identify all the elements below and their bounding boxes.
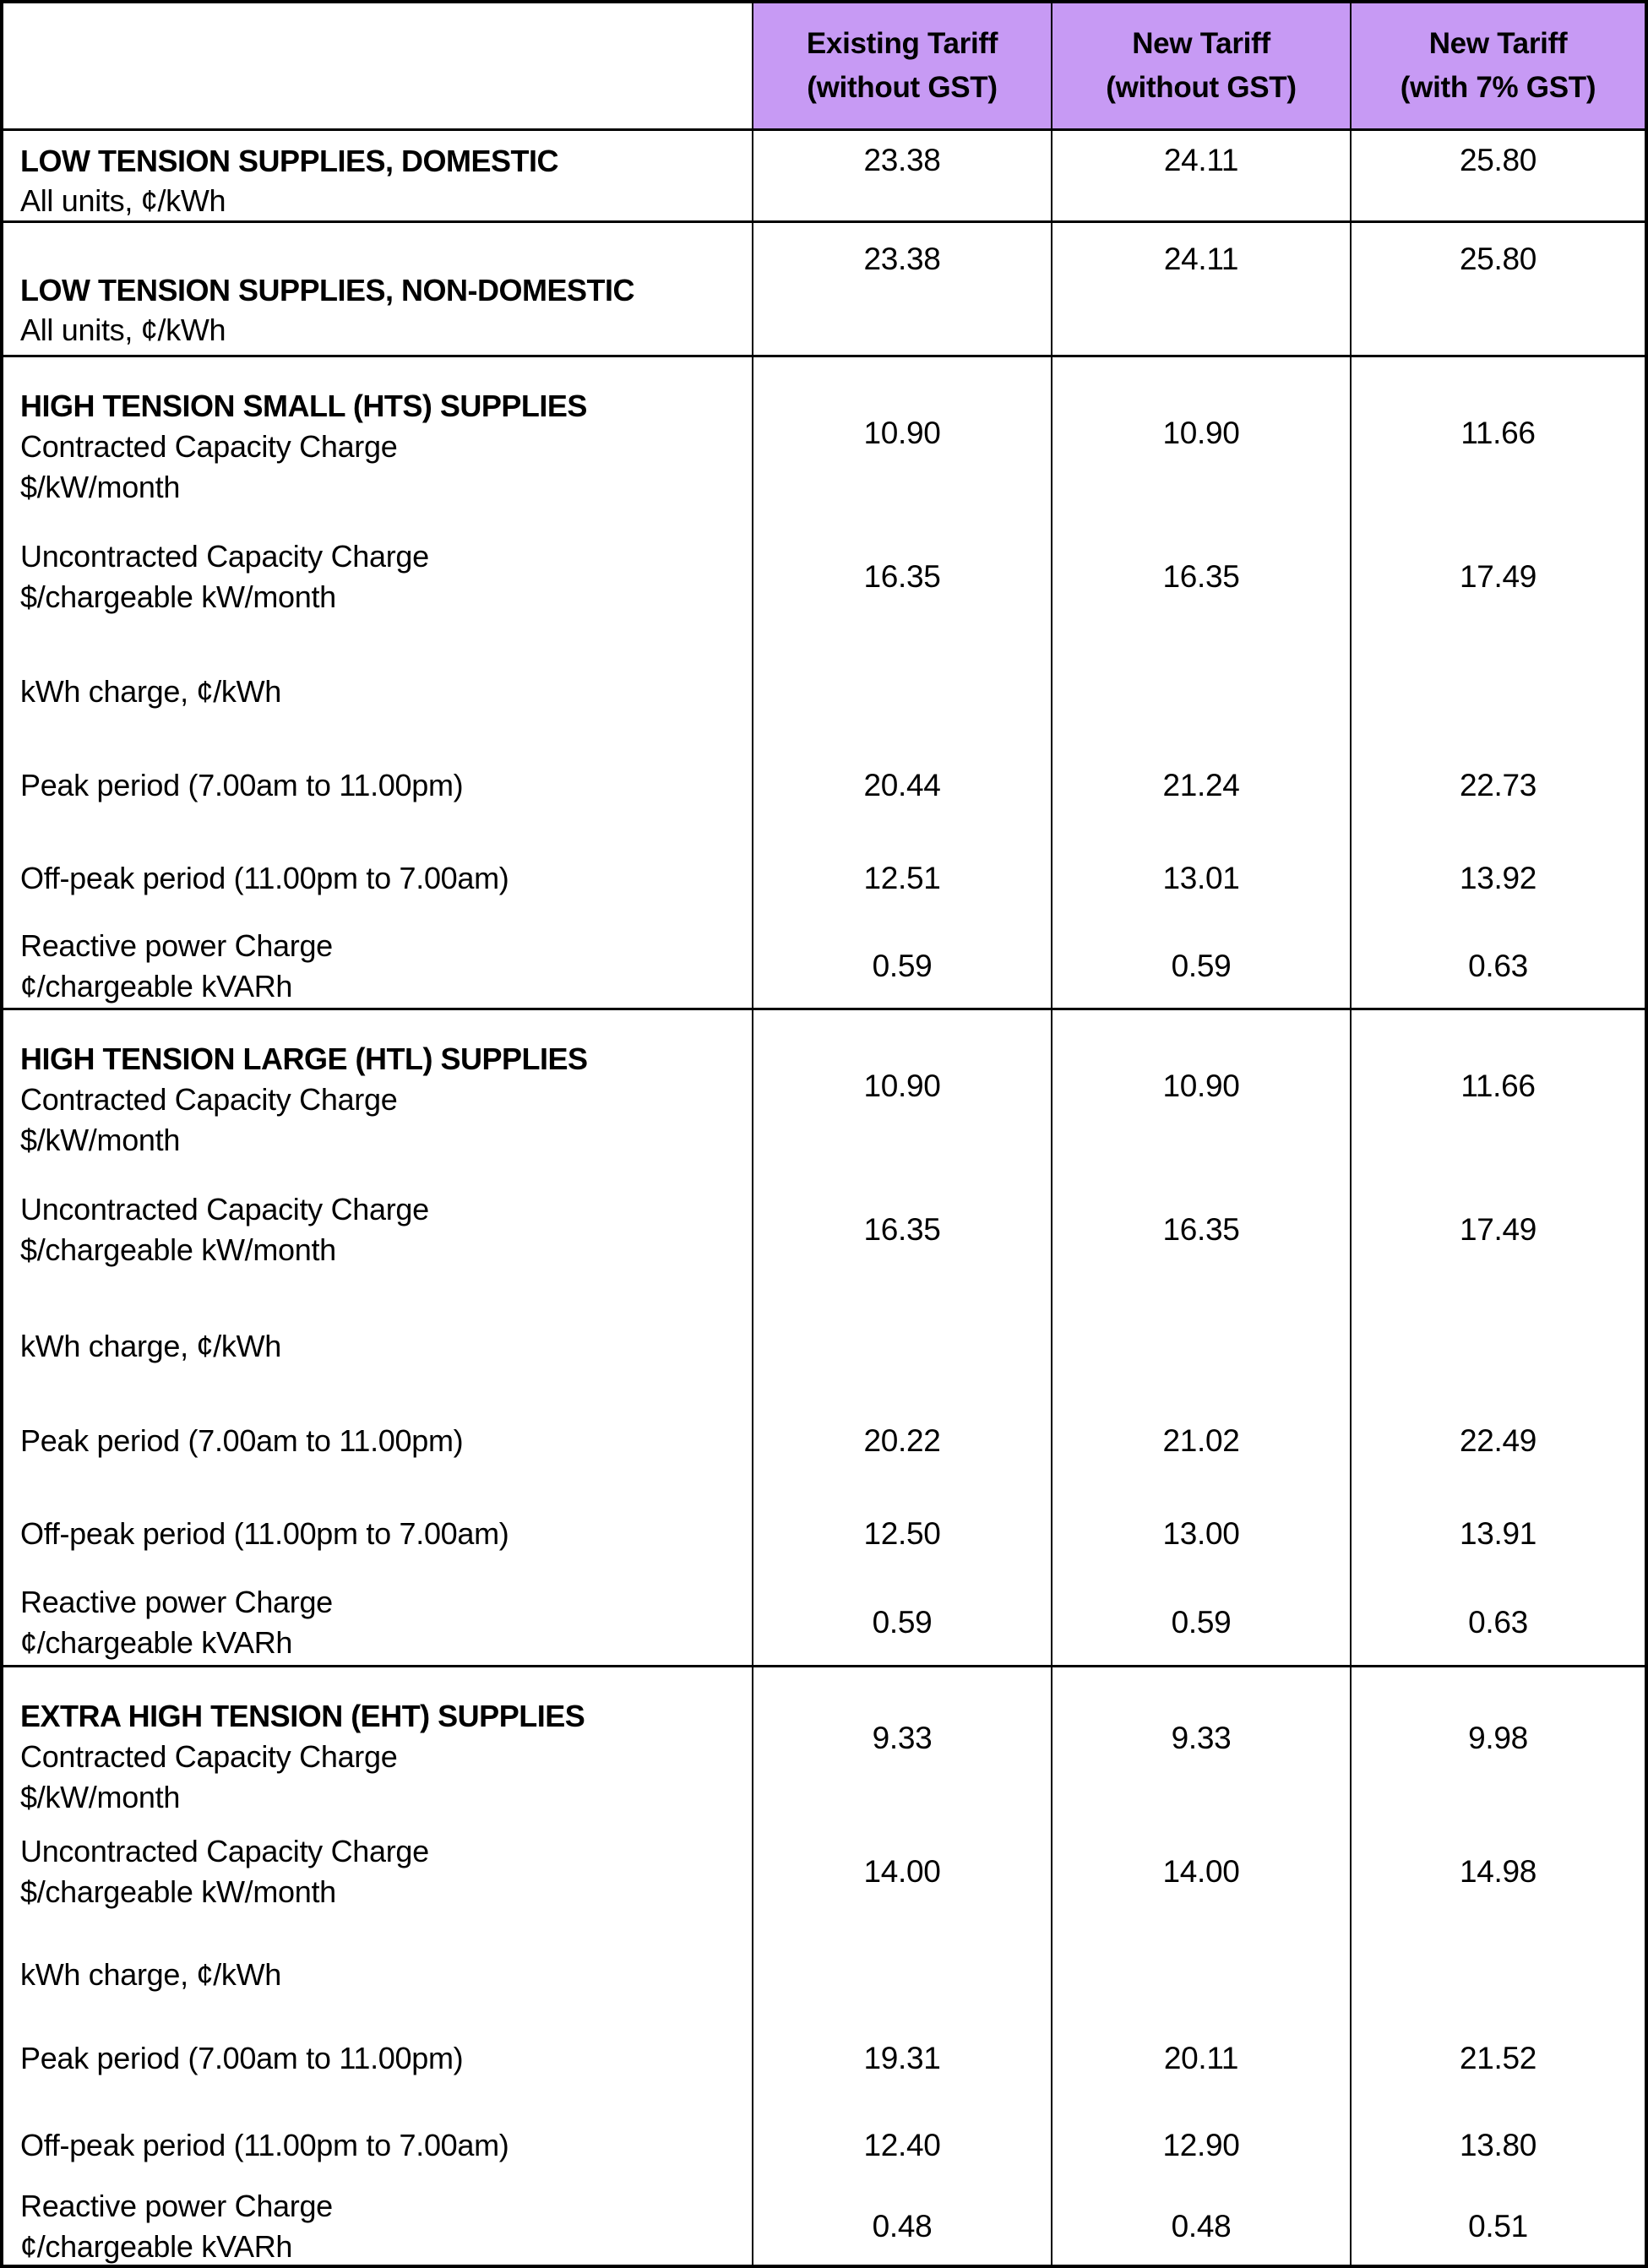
tariff-value: 9.98: [1468, 1721, 1528, 1755]
tariff-value: 9.33: [1171, 1721, 1232, 1755]
tariff-value: 22.73: [1459, 768, 1537, 802]
tariff-value: 13.00: [1162, 1516, 1240, 1551]
value-slot: [1052, 1809, 1350, 1934]
tariff-value-cell: [1352, 131, 1645, 220]
section-title: HIGH TENSION SMALL (HTS) SUPPLIES: [20, 389, 587, 423]
value-slot: [753, 1162, 1051, 1297]
value-slot: [1352, 1010, 1645, 1162]
value-slot: [1052, 1488, 1350, 1580]
value-slot: [1352, 1809, 1645, 1934]
header-blank-cell: [3, 3, 753, 128]
tariff-value: 13.01: [1162, 861, 1240, 895]
value-slot: [1352, 2015, 1645, 2102]
value-slot: [1352, 1395, 1645, 1488]
section-value-column: [1052, 1010, 1352, 1665]
label-line: $/chargeable kW/month: [20, 579, 336, 614]
label-line: Contracted Capacity Charge: [20, 429, 398, 464]
tariff-value: 11.66: [1460, 416, 1536, 450]
label-slot: [20, 1297, 740, 1395]
label-line: kWh charge, ¢/kWh: [20, 674, 282, 709]
section-value-column: [1352, 357, 1645, 1008]
tariff-value: 19.31: [863, 2041, 941, 2075]
label-line: Off-peak period (11.00pm to 7.00am): [20, 1516, 509, 1551]
label-slot: [20, 1934, 740, 2015]
section-eht: [3, 1665, 1645, 2265]
label-line: Contracted Capacity Charge: [20, 1739, 398, 1774]
tariff-value: 10.90: [863, 1069, 941, 1103]
value-slot: [1352, 1580, 1645, 1665]
section-htl: [3, 1008, 1645, 1665]
tariff-value-cell: [1052, 131, 1352, 220]
value-slot: [1352, 2102, 1645, 2189]
header-line: New Tariff: [1132, 27, 1270, 60]
tariff-value: 11.66: [1460, 1069, 1536, 1103]
value-slot: [1352, 645, 1645, 739]
value-slot: [1052, 1010, 1350, 1162]
label-line: Off-peak period (11.00pm to 7.00am): [20, 861, 509, 895]
tariff-value: 14.00: [863, 1854, 941, 1889]
label-line: ¢/chargeable kVARh: [20, 969, 293, 1003]
tariff-value: 13.92: [1459, 861, 1537, 895]
row-title: LOW TENSION SUPPLIES, NON-DOMESTIC: [20, 273, 635, 307]
label-line: ¢/chargeable kVARh: [20, 2229, 293, 2264]
tariff-value: 10.90: [1162, 416, 1240, 450]
header-line: (without GST): [807, 71, 998, 104]
tariff-value: 0.48: [872, 2209, 933, 2244]
value-slot: [753, 2102, 1051, 2189]
label-slot: [20, 1580, 740, 1665]
label-line: $/kW/month: [20, 470, 181, 504]
label-slot: [20, 1809, 740, 1934]
tariff-value: 12.51: [863, 861, 941, 895]
tariff-value: 0.51: [1468, 2209, 1528, 2244]
label-line: Reactive power Charge: [20, 928, 333, 963]
tariff-value: 10.90: [1162, 1069, 1240, 1103]
tariff-value: 13.91: [1459, 1516, 1537, 1551]
label-line: $/kW/month: [20, 1123, 181, 1157]
value-slot: [753, 925, 1051, 1008]
tariff-value: 20.22: [863, 1423, 941, 1458]
tariff-value: 14.00: [1162, 1854, 1240, 1889]
row-subtitle: All units, ¢/kWh: [20, 313, 226, 347]
header-line: (without GST): [1106, 71, 1297, 104]
section-title: HIGH TENSION LARGE (HTL) SUPPLIES: [20, 1042, 588, 1076]
section-title: EXTRA HIGH TENSION (EHT) SUPPLIES: [20, 1699, 585, 1733]
tariff-value: 16.35: [1162, 559, 1240, 594]
label-slot: [20, 1162, 740, 1297]
tariff-value: 0.59: [1171, 1605, 1232, 1640]
tariff-value: 12.50: [863, 1516, 941, 1551]
row-title: LOW TENSION SUPPLIES, DOMESTIC: [20, 144, 559, 178]
tariff-value: 0.63: [1468, 1605, 1528, 1640]
label-slot: [20, 2015, 740, 2102]
tariff-value-cell: [1052, 223, 1352, 355]
label-slot: [20, 1667, 740, 1814]
label-line: $/chargeable kW/month: [20, 1874, 336, 1909]
value-slot: [753, 645, 1051, 739]
section-value-column: [1352, 1667, 1645, 2265]
value-slot: [753, 1580, 1051, 1665]
tariff-value: 16.35: [863, 1212, 941, 1247]
section-value-column: [753, 1667, 1052, 2265]
tariff-value: 23.38: [863, 242, 941, 276]
tariff-value: 21.02: [1162, 1423, 1240, 1458]
section-value-column: [1352, 1010, 1645, 1665]
value-slot: [1052, 509, 1350, 645]
row-label-cell: [3, 223, 753, 355]
value-slot: [753, 2015, 1051, 2102]
tariff-value: 25.80: [1459, 143, 1537, 177]
section-label-column: [3, 357, 753, 1008]
row-low-tension-non-domestic: [3, 220, 1645, 355]
header-cell-new-tariff-without-gst: [1052, 3, 1352, 128]
header-line: (with 7% GST): [1400, 71, 1596, 104]
header-line: Existing Tariff: [806, 27, 998, 60]
value-slot: [1052, 1667, 1350, 1809]
value-slot: [1352, 1162, 1645, 1297]
tariff-value: 9.33: [872, 1721, 933, 1755]
label-line: kWh charge, ¢/kWh: [20, 1957, 282, 1992]
label-slot: [20, 2189, 740, 2265]
label-slot: [20, 925, 740, 1008]
value-slot: [1052, 832, 1350, 925]
section-label-column: [3, 1010, 753, 1665]
label-line: Peak period (7.00am to 11.00pm): [20, 2041, 464, 2075]
label-line: Uncontracted Capacity Charge: [20, 1192, 429, 1226]
value-slot: [753, 1667, 1051, 1809]
value-slot: [1352, 1934, 1645, 2015]
label-slot: [20, 645, 740, 739]
value-slot: [1052, 1162, 1350, 1297]
tariff-value: 24.11: [1163, 242, 1239, 276]
tariff-value: 21.24: [1162, 768, 1240, 802]
label-line: Peak period (7.00am to 11.00pm): [20, 768, 464, 802]
tariff-value: 23.38: [863, 143, 941, 177]
tariff-value: 10.90: [863, 416, 941, 450]
tariff-value: 0.63: [1468, 949, 1528, 983]
tariff-value: 16.35: [1162, 1212, 1240, 1247]
value-slot: [1052, 1934, 1350, 2015]
label-line: Off-peak period (11.00pm to 7.00am): [20, 2127, 509, 2162]
section-hts: [3, 355, 1645, 1008]
row-low-tension-domestic: [3, 128, 1645, 220]
value-slot: [753, 1488, 1051, 1580]
label-slot: [20, 1395, 740, 1488]
tariff-value: 0.48: [1171, 2209, 1232, 2244]
label-slot: [20, 357, 740, 509]
row-subtitle: All units, ¢/kWh: [20, 183, 226, 218]
value-slot: [1352, 2189, 1645, 2265]
value-slot: [1052, 2102, 1350, 2189]
label-line: Uncontracted Capacity Charge: [20, 539, 429, 574]
label-slot: [20, 2102, 740, 2189]
tariff-value: 0.59: [872, 1605, 933, 1640]
tariff-value: 24.11: [1163, 143, 1239, 177]
tariff-value: 20.44: [863, 768, 941, 802]
tariff-value: 17.49: [1459, 1212, 1537, 1247]
label-line: Contracted Capacity Charge: [20, 1082, 398, 1117]
label-line: Uncontracted Capacity Charge: [20, 1834, 429, 1868]
label-slot: [20, 739, 740, 832]
value-slot: [1052, 2189, 1350, 2265]
label-line: ¢/chargeable kVARh: [20, 1625, 293, 1660]
label-line: Reactive power Charge: [20, 1585, 333, 1619]
header-cell-existing-tariff: [753, 3, 1052, 128]
value-slot: [753, 1297, 1051, 1395]
tariff-value: 25.80: [1459, 242, 1537, 276]
tariff-value-cell: [753, 223, 1052, 355]
value-slot: [1352, 357, 1645, 509]
label-line: kWh charge, ¢/kWh: [20, 1328, 282, 1363]
value-slot: [1352, 1488, 1645, 1580]
tariff-value-cell: [753, 131, 1052, 220]
row-label-cell: [3, 131, 753, 220]
tariff-value: 14.98: [1459, 1854, 1537, 1889]
tariff-value: 20.11: [1163, 2041, 1239, 2075]
value-slot: [753, 1010, 1051, 1162]
tariff-value: 16.35: [863, 559, 941, 594]
tariff-value: 12.40: [863, 2127, 941, 2162]
label-slot: [20, 1010, 740, 1162]
value-slot: [1052, 645, 1350, 739]
value-slot: [1352, 832, 1645, 925]
label-slot: [20, 832, 740, 925]
tariff-value: 12.90: [1162, 2127, 1240, 2162]
tariff-value: 0.59: [872, 949, 933, 983]
value-slot: [1052, 1395, 1350, 1488]
label-line: $/kW/month: [20, 1780, 181, 1814]
tariff-value: 0.59: [1171, 949, 1232, 983]
tariff-value-cell: [1352, 223, 1645, 355]
value-slot: [1052, 1580, 1350, 1665]
value-slot: [753, 357, 1051, 509]
tariff-value: 22.49: [1459, 1423, 1537, 1458]
tariff-value: 21.52: [1459, 2041, 1537, 2075]
value-slot: [1052, 925, 1350, 1008]
value-slot: [1352, 739, 1645, 832]
value-slot: [753, 832, 1051, 925]
value-slot: [753, 1934, 1051, 2015]
value-slot: [1052, 1297, 1350, 1395]
value-slot: [1052, 2015, 1350, 2102]
section-value-column: [753, 1010, 1052, 1665]
label-line: Reactive power Charge: [20, 2189, 333, 2223]
tariff-value: 17.49: [1459, 559, 1537, 594]
label-line: Peak period (7.00am to 11.00pm): [20, 1423, 464, 1458]
header-line: New Tariff: [1428, 27, 1568, 60]
value-slot: [753, 509, 1051, 645]
value-slot: [1352, 509, 1645, 645]
value-slot: [1352, 925, 1645, 1008]
value-slot: [753, 1809, 1051, 1934]
value-slot: [753, 2189, 1051, 2265]
tariff-value: 13.80: [1459, 2127, 1537, 2162]
section-label-column: [3, 1667, 753, 2265]
header-row: [3, 3, 1645, 128]
value-slot: [1052, 739, 1350, 832]
value-slot: [753, 1395, 1051, 1488]
value-slot: [1352, 1667, 1645, 1809]
header-cell-new-tariff-with-gst: [1352, 3, 1645, 128]
value-slot: [1352, 1297, 1645, 1395]
label-slot: [20, 1488, 740, 1580]
section-value-column: [1052, 357, 1352, 1008]
label-slot: [20, 509, 740, 645]
section-value-column: [753, 357, 1052, 1008]
value-slot: [1052, 357, 1350, 509]
section-value-column: [1052, 1667, 1352, 2265]
label-line: $/chargeable kW/month: [20, 1232, 336, 1267]
value-slot: [753, 739, 1051, 832]
